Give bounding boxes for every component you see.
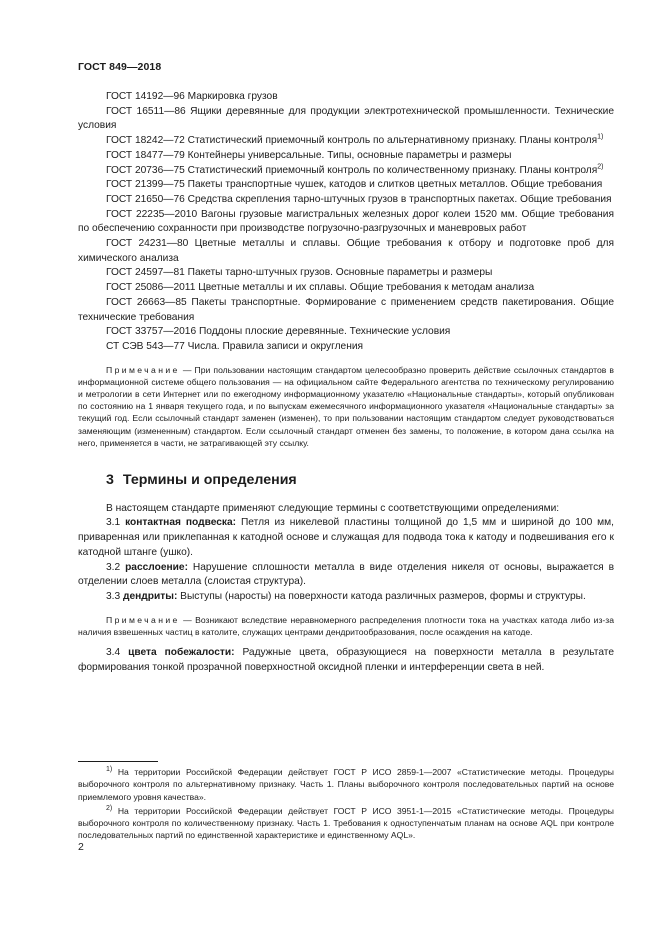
term-note: Примечание — Возникают вследствие неравномерного распределения плотности тока на участках катода либо из-за наличия взвешенных частиц в католите, служащих центрами дендритообразования, после осаждения на катоде.	[78, 614, 614, 637]
reference-item: ГОСТ 21650—76 Средства скрепления тарно-штучных грузов в транспортных пакетах. Общие требования	[106, 193, 612, 205]
reference-item: ГОСТ 25086—2011 Цветные металлы и их сплавы. Общие требования к методам анализа	[106, 282, 535, 294]
reference-item: ГОСТ 14192—96 Маркировка грузов	[106, 91, 278, 102]
footnote: $^{2)}$ На территории Российской Федерации действует ГОСТ Р ИСО 3951-1—2015 «Статистические методы. Процедуры выборочного контроля по количественному признаку. Часть 1. Требования к одноступенчатым планам на основе AQL при контроле последовательных партий по единственной характеристике и единственному AQL».	[78, 805, 614, 841]
references-note: Примечание — При пользовании настоящим стандартом целесообразно проверить действие ссылочных стандартов в информационной системе общего пользования — на официальном сайте Федерального агентства по техническому регулированию и метрологии в сети Интернет или по ежегодному информационному указателю «Национальные стандарты», который опубликован по состоянию на 1 января текущего года, и по выпускам ежемесячного информационного указателя «Национальные стандарты» за текущий год. Если ссылочный стандарт заменен (изменен), то при пользовании настоящим стандартом следует руководствоваться заменяющим (измененным) стандартом. Если ссылочный стандарт отменен без замены, то положение, в котором дана ссылка на него, применяется в части, не затрагивающей эту ссылку.	[78, 364, 614, 448]
section-intro: В настоящем стандарте применяют следующие термины с соответствующими определениями:	[106, 502, 560, 514]
note-label: Примечание	[106, 364, 180, 375]
footnote: $^{1)}$ На территории Российской Федерации действует ГОСТ Р ИСО 2859-1—2007 «Статистические методы. Процедуры выборочного контроля по альтернативному признаку. Часть 1. Планы выборочного контроля последовательных партий на основе приемлемого уровня качества».	[78, 766, 614, 802]
term-name: расслоение:	[125, 561, 188, 573]
term-entry: 3.2 расслоение: Нарушение сплошности металла в виде отделения никеля от основы, выражается в отделении слоев металла (слоистая структура).	[78, 561, 614, 588]
section-heading: Термины и определения	[122, 472, 297, 489]
footnotes	[78, 766, 614, 844]
term-entry: 3.4 цвета побежалости: Радужные цвета, образующиеся на поверхности металла в результате формирования тонкой прозрачной поверхностной оксидной пленки и интерференции света в ней.	[78, 647, 614, 673]
footnote-ref[interactable]: 2)	[597, 163, 604, 171]
reference-item: ГОСТ 24231—80 Цветные металлы и сплавы. Общие требования к отбору и подготовке проб для химического анализа	[78, 238, 614, 264]
page-number: 2	[78, 841, 84, 853]
document-body	[78, 90, 614, 676]
note-label: Примечание	[106, 614, 180, 625]
term-name: контактная подвеска:	[125, 517, 237, 529]
section-number: 3	[106, 472, 114, 489]
reference-item: ГОСТ 22235—2010 Вагоны грузовые магистральных железных дорог колеи 1520 мм. Общие требования по обеспечению сохранности при производстве погрузочно-разгрузочных и маневровых работ	[78, 208, 614, 235]
term-entry: 3.3 дендриты: Выступы (наросты) на поверхности катода различных размеров, формы и структуры.	[106, 591, 586, 602]
reference-item: ГОСТ 16511—86 Ящики деревянные для продукции электротехнической промышленности. Технические условия	[78, 105, 614, 132]
footnote-mark: 1)	[106, 766, 113, 774]
reference-item: ГОСТ 26663—85 Пакеты транспортные. Формирование с применением средств пакетирования. Общие технические требования	[78, 296, 614, 323]
reference-item: СТ СЭВ 543—77 Числа. Правила записи и округления	[106, 340, 364, 352]
standard-header: ГОСТ 849—2018	[78, 61, 162, 73]
footnote-divider	[78, 761, 158, 762]
reference-item: ГОСТ 18242—72 Статистический приемочный контроль по альтернативному признаку. Планы контроля$^{1)}$	[106, 133, 604, 147]
term-name: цвета побежалости:	[128, 647, 235, 659]
section-title	[78, 473, 614, 488]
term-name: дендриты:	[123, 591, 178, 602]
footnote-mark: 2)	[106, 805, 113, 813]
footnote-ref[interactable]: 1)	[597, 133, 604, 141]
term-entry: 3.1 контактная подвеска: Петля из никелевой пластины толщиной до 1,5 мм и шириной до 100 мм, приваренная или приклепанная к катодной основе и служащая для подвода тока к катоду и подвешивания его к катодной штанге (ушко).	[78, 517, 614, 558]
reference-item: ГОСТ 33757—2016 Поддоны плоские деревянные. Технические условия	[106, 326, 451, 338]
normative-references-list	[78, 90, 614, 355]
reference-item: ГОСТ 21399—75 Пакеты транспортные чушек, катодов и слитков цветных металлов. Общие требования	[106, 179, 603, 191]
reference-item: ГОСТ 18477—79 Контейнеры универсальные. Типы, основные параметры и размеры	[106, 149, 512, 161]
reference-item: ГОСТ 20736—75 Статистический приемочный контроль по количественному признаку. Планы контроля$^{2)}$	[106, 163, 604, 176]
reference-item: ГОСТ 24597—81 Пакеты тарно-штучных грузов. Основные параметры и размеры	[106, 267, 493, 279]
